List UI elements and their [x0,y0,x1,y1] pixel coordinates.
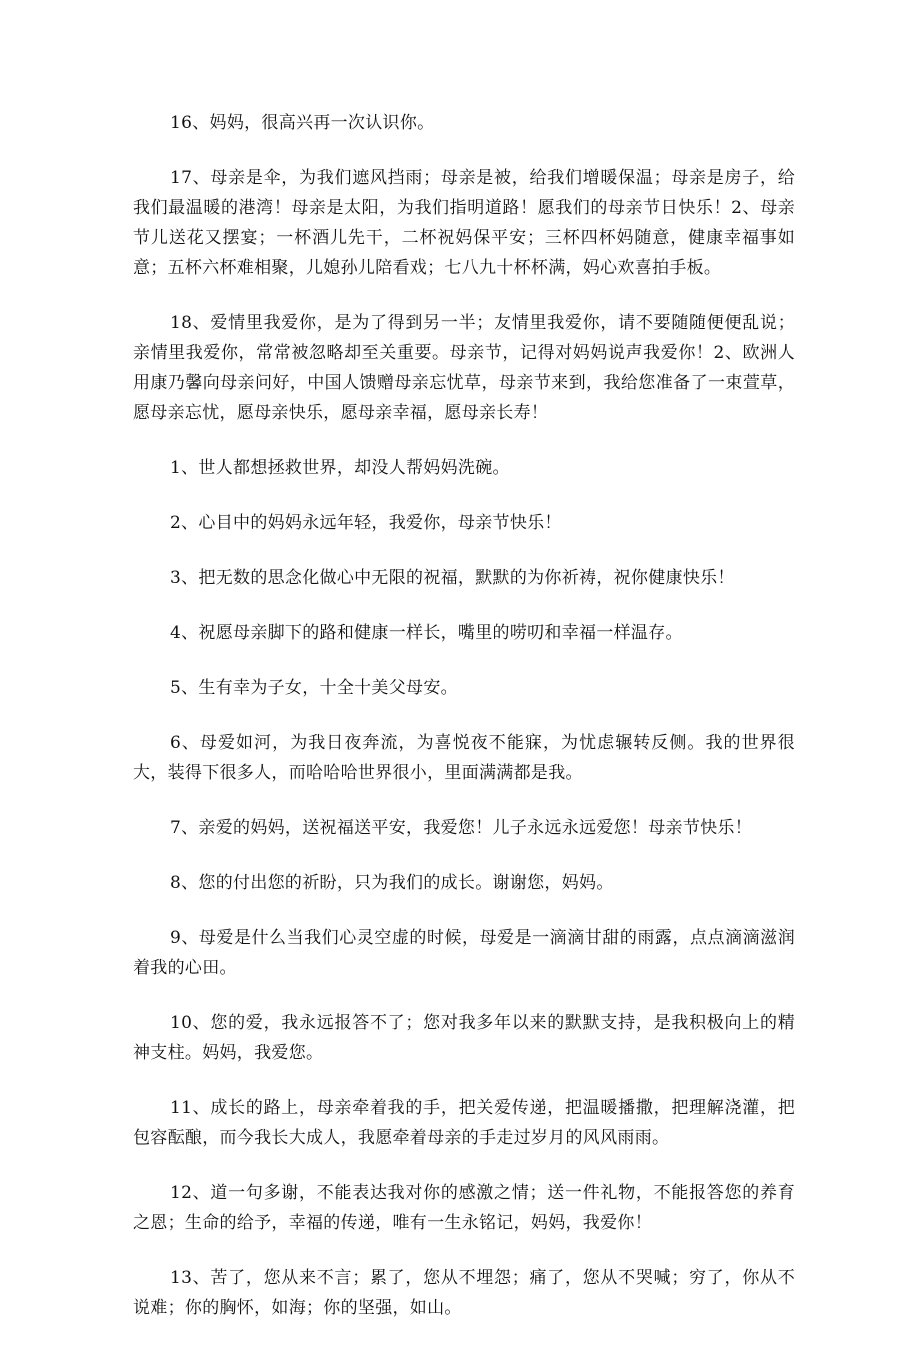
paragraph-7: 7、亲爱的妈妈，送祝福送平安，我爱您！儿子永远永远爱您！母亲节快乐！ [170,818,753,838]
paragraph-16: 16、妈妈，很高兴再一次认识你。 [170,113,435,133]
paragraph-10: 10、您的爱，我永远报答不了；您对我多年以来的默默支持，是我积极向上的精神支柱。妈妈，我爱您。 [133,1013,795,1063]
paragraph-6: 6、母爱如河，为我日夜奔流，为喜悦夜不能寐，为忧虑辗转反侧。我的世界很大，装得下很多人，而哈哈哈世界很小，里面满满都是我。 [133,733,795,783]
paragraph-12: 12、道一句多谢，不能表达我对你的感激之情；送一件礼物，不能报答您的养育之恩；生命的给予，幸福的传递，唯有一生永铭记，妈妈，我爱你！ [133,1183,795,1233]
paragraph-1: 1、世人都想拯救世界，却没人帮妈妈洗碗。 [170,458,510,478]
paragraph-3: 3、把无数的思念化做心中无限的祝福，默默的为你祈祷，祝你健康快乐！ [170,568,735,588]
document-body [133,108,795,1348]
paragraph-8: 8、您的付出您的祈盼，只为我们的成长。谢谢您，妈妈。 [170,873,614,893]
paragraph-17: 17、母亲是伞，为我们遮风挡雨；母亲是被，给我们增暖保温；母亲是房子，给我们最温暖的港湾！母亲是太阳，为我们指明道路！愿我们的母亲节日快乐！2、母亲节儿送花又摆宴；一杯酒儿先干，二杯祝妈保平安；三杯四杯妈随意，健康幸福事如意；五杯六杯难相聚，儿媳孙儿陪看戏；七八九十杯杯满，妈心欢喜拍手板。 [133,168,795,278]
paragraph-18: 18、爱情里我爱你，是为了得到另一半；友情里我爱你，请不要随随便便乱说；亲情里我爱你，常常被忽略却至关重要。母亲节，记得对妈妈说声我爱你！2、欧洲人用康乃馨向母亲问好，中国人馈赠母亲忘忧草，母亲节来到，我给您准备了一束萱草，愿母亲忘忧，愿母亲快乐，愿母亲幸福，愿母亲长寿！ [133,313,795,423]
paragraph-11: 11、成长的路上，母亲牵着我的手，把关爱传递，把温暖播撒，把理解浇灌，把包容酝酿，而今我长大成人，我愿牵着母亲的手走过岁月的风风雨雨。 [133,1098,795,1148]
paragraph-5: 5、生有幸为子女，十全十美父母安。 [170,678,458,698]
paragraph-9: 9、母爱是什么当我们心灵空虚的时候，母爱是一滴滴甘甜的雨露，点点滴滴滋润着我的心田。 [133,928,795,978]
paragraph-2: 2、心目中的妈妈永远年轻，我爱你，母亲节快乐！ [170,513,562,533]
paragraph-13: 13、苦了，您从来不言；累了，您从不埋怨；痛了，您从不哭喊；穷了，你从不说难；你的胸怀，如海；你的坚强，如山。 [133,1268,795,1318]
paragraph-4: 4、祝愿母亲脚下的路和健康一样长，嘴里的唠叨和幸福一样温存。 [170,623,683,643]
